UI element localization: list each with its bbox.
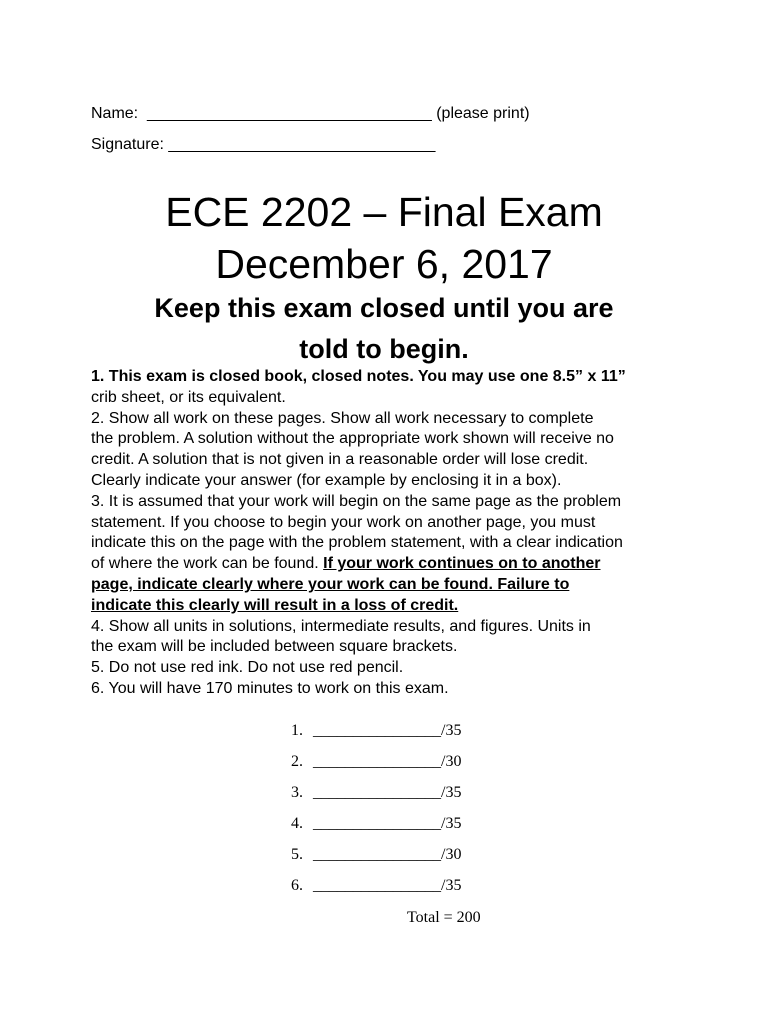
- signature-field-line: [91, 135, 435, 155]
- max-points: /30: [441, 753, 462, 770]
- name-blank: ________________________________: [147, 105, 432, 122]
- instruction-line: [91, 554, 691, 575]
- instruction-line: 4. Show all units in solutions, intermediate results, and figures. Units in: [91, 617, 591, 635]
- max-points: /35: [441, 877, 462, 894]
- name-field-line: [91, 104, 530, 124]
- score-blank: ________________: [313, 815, 441, 832]
- instruction-line: crib sheet, or its equivalent.: [91, 388, 286, 406]
- signature-label: Signature:: [91, 136, 164, 153]
- score-row: [291, 876, 461, 907]
- score-table: [291, 721, 461, 907]
- score-row: [291, 814, 461, 845]
- instructions-block: [91, 367, 691, 700]
- closed-warning-line-1: Keep this exam closed until you are: [154, 293, 614, 323]
- total-points: Total = 200: [407, 909, 481, 926]
- problem-number: 4.: [291, 815, 303, 832]
- score-blank: ________________: [313, 877, 441, 894]
- problem-number: 3.: [291, 784, 303, 801]
- score-row: [291, 783, 461, 814]
- instruction-emphasis-line: indicate this clearly will result in a loss of credit.: [91, 596, 459, 614]
- name-label: Name:: [91, 105, 139, 122]
- problem-number: 5.: [291, 846, 303, 863]
- instruction-line: 2. Show all work on these pages. Show all work necessary to complete: [91, 409, 594, 427]
- score-blank: ________________: [313, 722, 441, 739]
- closed-warning-line-2: told to begin.: [299, 334, 469, 364]
- instruction-line: credit. A solution that is not given in a reasonable order will lose credit.: [91, 451, 589, 469]
- instruction-line: Clearly indicate your answer (for example by enclosing it in a box).: [91, 471, 562, 489]
- score-row: [291, 752, 461, 783]
- max-points: /30: [441, 846, 462, 863]
- instruction-emphasis-line: page, indicate clearly where your work can be found. Failure to: [91, 575, 570, 593]
- score-blank: ________________: [313, 846, 441, 863]
- instruction-line: the problem. A solution without the appropriate work shown will receive no: [91, 430, 614, 448]
- problem-number: 6.: [291, 877, 303, 894]
- instruction-line: statement. If you choose to begin your work on another page, you must: [91, 513, 596, 531]
- instruction-line: indicate this on the page with the problem statement, with a clear indication: [91, 534, 623, 552]
- score-row: [291, 845, 461, 876]
- instruction-text: of where the work can be found.: [91, 555, 324, 573]
- score-row: [291, 721, 461, 752]
- instruction-line: 1. This exam is closed book, closed notes. You may use one 8.5” x 11”: [91, 368, 626, 385]
- max-points: /35: [441, 815, 462, 832]
- signature-blank: ______________________________: [168, 136, 436, 153]
- problem-number: 2.: [291, 753, 303, 770]
- max-points: /35: [441, 722, 462, 739]
- instruction-line: 6. You will have 170 minutes to work on this exam.: [91, 679, 449, 697]
- problem-number: 1.: [291, 722, 303, 739]
- name-note: (please print): [436, 105, 530, 122]
- instruction-emphasis: If your work continues on to another: [323, 555, 601, 573]
- instruction-line: 5. Do not use red ink. Do not use red pencil.: [91, 659, 404, 677]
- score-blank: ________________: [313, 753, 441, 770]
- exam-title: ECE 2202 – Final Exam: [165, 189, 603, 235]
- max-points: /35: [441, 784, 462, 801]
- instruction-line: 3. It is assumed that your work will begin on the same page as the problem: [91, 492, 622, 510]
- score-blank: ________________: [313, 784, 441, 801]
- exam-date: December 6, 2017: [215, 241, 553, 287]
- instruction-line: the exam will be included between square brackets.: [91, 638, 458, 656]
